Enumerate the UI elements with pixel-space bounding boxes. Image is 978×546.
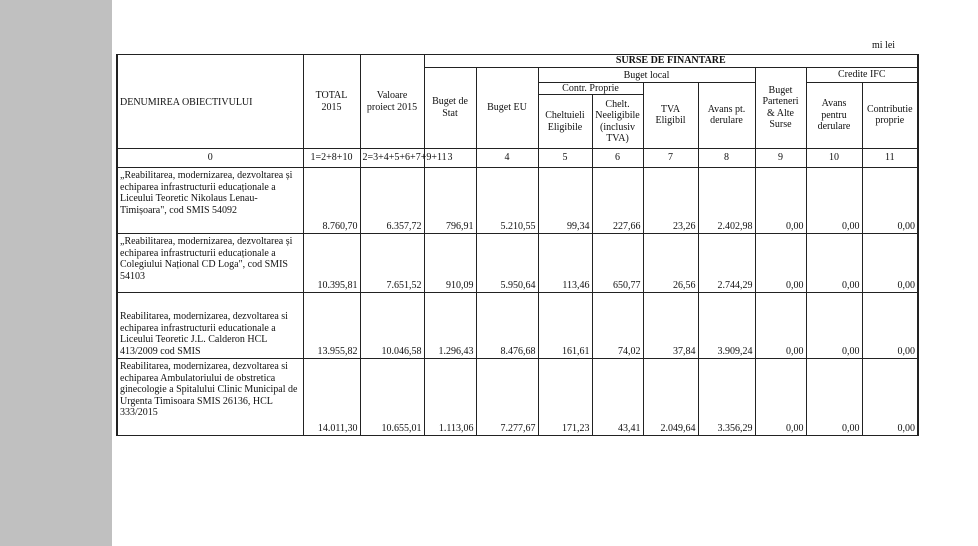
col-header-buget-eu: Buget EU [476,67,538,149]
viewer-gutter [0,0,112,546]
objective-name: „Reabilitarea, modernizarea, dezvoltarea și echiparea infrastructurii educaționale a Liceului Teoretic Nikolaus Lenau-Timișoara", cod SMIS 54092 [117,168,303,234]
col-header-buget-parteneri: Buget Parteneri & Alte Surse [755,67,806,149]
index-cell: 3 [424,149,476,168]
value-cell: 10.046,58 [360,293,424,359]
objective-name: „Reabilitarea, modernizarea, dezvoltarea și echiparea infrastructurii educaționale a Colegiului Național CD Loga", cod SMIS 54103 [117,234,303,293]
value-cell: 13.955,82 [303,293,360,359]
value-cell: 0,00 [806,168,862,234]
objective-name: Reabilitarea, modernizarea, dezvoltarea si echiparea infrastructurii educationale a Liceului Teoretic J.L. Calderon HCL 413/2009 cod SMIS [117,293,303,359]
unit-label: mi lei [872,40,896,51]
value-cell: 650,77 [592,234,643,293]
value-cell: 113,46 [538,234,592,293]
value-cell: 3.909,24 [698,293,755,359]
value-cell: 0,00 [755,168,806,234]
col-header-buget-stat: Buget de Stat [424,67,476,149]
index-cell: 8 [698,149,755,168]
table-row [117,168,918,234]
value-cell: 910,09 [424,234,476,293]
value-cell: 0,00 [862,293,918,359]
value-cell: 26,56 [643,234,698,293]
col-header-cheltuieli-eligibile: Cheltuieli Eligibile [538,95,592,149]
table-row [117,293,918,359]
value-cell: 1.296,43 [424,293,476,359]
col-header-total: TOTAL 2015 [303,55,360,149]
value-cell: 161,61 [538,293,592,359]
value-cell: 8.476,68 [476,293,538,359]
value-cell: 8.760,70 [303,168,360,234]
objective-name: Reabilitarea, modernizarea, dezvoltarea si echiparea Ambulatoriului de obstretica ginecologie a Spitalului Clinic Municipal de Urgenta Timisoara SMIS 26136, HCL 333/2015 [117,359,303,436]
col-header-contr-proprie: Contr. Proprie [538,82,643,95]
value-cell: 43,41 [592,359,643,436]
col-header-buget-local: Buget local [538,67,755,82]
value-cell: 0,00 [806,293,862,359]
index-cell: 10 [806,149,862,168]
value-cell: 7.277,67 [476,359,538,436]
col-header-avans-pentru: Avans pentru derulare [806,82,862,149]
index-cell: 4 [476,149,538,168]
value-cell: 5.210,55 [476,168,538,234]
index-cell: 11 [862,149,918,168]
value-cell: 3.356,29 [698,359,755,436]
index-cell: 2=3+4+5+6+7+9+11 [360,149,424,168]
value-cell: 10.655,01 [360,359,424,436]
index-cell: 1=2+8+10 [303,149,360,168]
col-header-contributie: Contributie proprie [862,82,918,149]
value-cell: 0,00 [755,359,806,436]
value-cell: 2.049,64 [643,359,698,436]
index-cell: 9 [755,149,806,168]
value-cell: 171,23 [538,359,592,436]
col-header-avans-derulare: Avans pt. derulare [698,82,755,149]
value-cell: 5.950,64 [476,234,538,293]
value-cell: 227,66 [592,168,643,234]
value-cell: 37,84 [643,293,698,359]
financing-table [116,54,919,436]
value-cell: 1.113,06 [424,359,476,436]
table-row [117,359,918,436]
col-header-surse: SURSE DE FINANTARE [424,55,918,68]
index-cell: 0 [117,149,303,168]
index-row [117,149,918,168]
col-header-name: DENUMIREA OBIECTIVULUI [117,55,303,149]
value-cell: 0,00 [755,293,806,359]
value-cell: 0,00 [862,359,918,436]
value-cell: 2.402,98 [698,168,755,234]
value-cell: 0,00 [862,168,918,234]
value-cell: 74,02 [592,293,643,359]
value-cell: 2.744,29 [698,234,755,293]
value-cell: 0,00 [806,234,862,293]
value-cell: 6.357,72 [360,168,424,234]
col-header-chelt-neeligibile: Chelt. Neeligibile (inclusiv TVA) [592,95,643,149]
value-cell: 796,91 [424,168,476,234]
col-header-tva: TVA Eligibil [643,82,698,149]
col-header-valoare: Valoare proiect 2015 [360,55,424,149]
value-cell: 23,26 [643,168,698,234]
index-cell: 6 [592,149,643,168]
value-cell: 7.651,52 [360,234,424,293]
value-cell: 14.011,30 [303,359,360,436]
col-header-credite-ifc: Credite IFC [806,67,918,82]
index-cell: 7 [643,149,698,168]
value-cell: 99,34 [538,168,592,234]
table-row [117,234,918,293]
index-cell: 5 [538,149,592,168]
value-cell: 10.395,81 [303,234,360,293]
value-cell: 0,00 [806,359,862,436]
value-cell: 0,00 [862,234,918,293]
value-cell: 0,00 [755,234,806,293]
